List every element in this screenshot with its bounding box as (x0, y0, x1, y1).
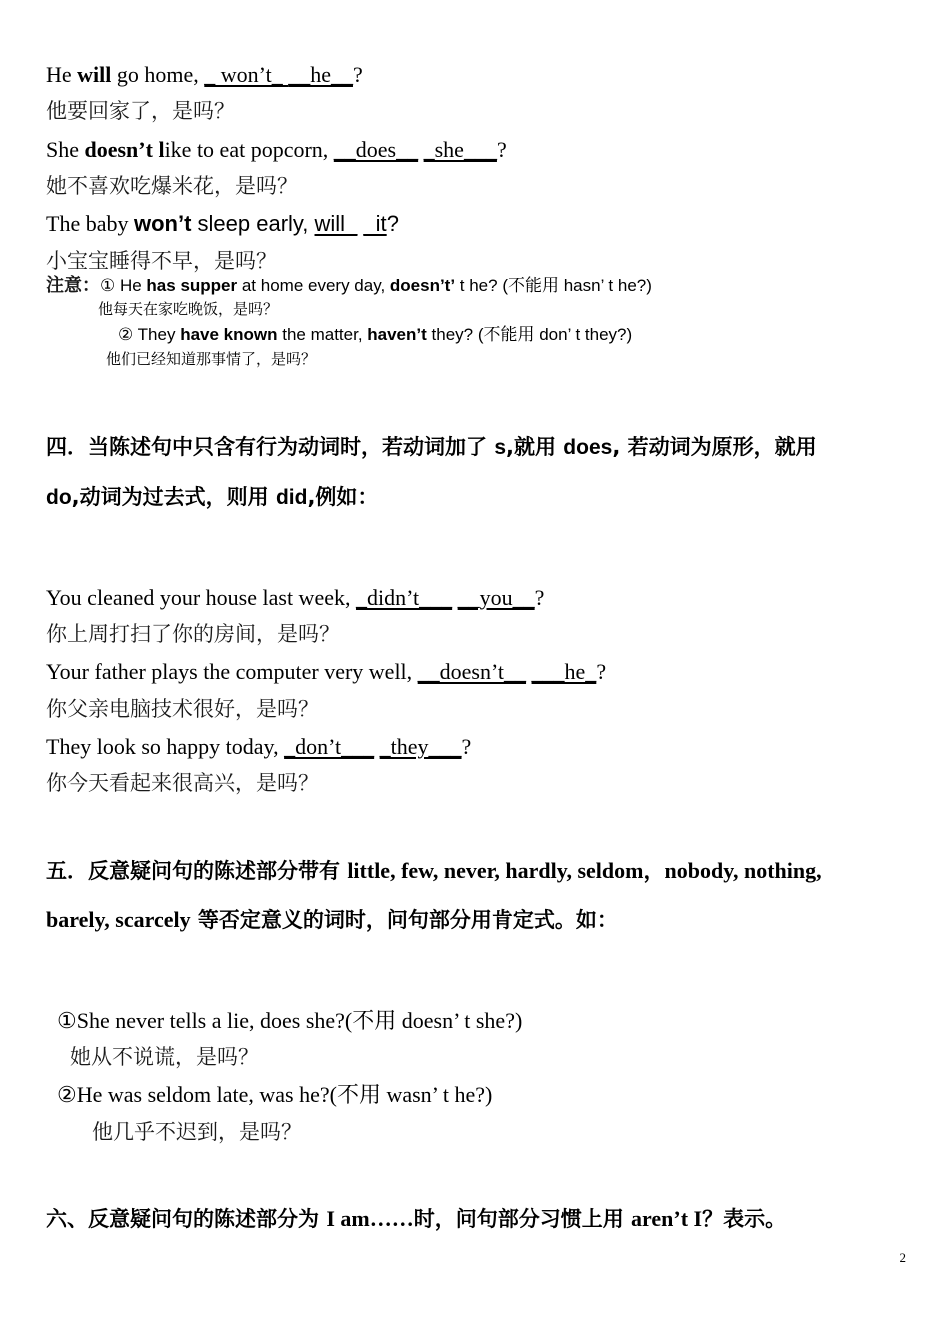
page-number: 2 (899, 1250, 906, 1265)
text: ② They (118, 325, 181, 344)
text: nobody, nothing, (664, 858, 822, 883)
answer-blank: __he__ (288, 62, 353, 87)
answer-blank: ___he_ (531, 659, 597, 684)
section-5-heading (46, 860, 822, 882)
answer-blank: _it (363, 211, 387, 236)
section-4-heading-cont (46, 487, 378, 508)
text: ? (534, 585, 545, 610)
example-translation-4: 你上周打扫了你的房间，是吗？ (46, 622, 340, 646)
text: 四．当陈述句中只含有行为动词时，若动词加了 (46, 435, 495, 459)
answer-blank: _she___ (423, 137, 497, 162)
example-translation-6: 你今天看起来很高兴，是吗？ (46, 771, 319, 795)
example-sentence-6 (46, 736, 471, 758)
note-translation-2: 他们已经知道那事情了，是吗？ (106, 350, 317, 368)
text: ? (596, 659, 607, 684)
answer-blank: __does__ (333, 137, 419, 162)
answer-blank: _they___ (379, 734, 462, 759)
text: ike to eat popcorn, (164, 137, 334, 162)
section-6-heading (46, 1208, 786, 1230)
text: I am…… (326, 1206, 414, 1231)
example-sentence-3 (46, 213, 399, 235)
example-translation-5: 你父亲电脑技术很好，是吗？ (46, 697, 319, 721)
example-sentence-7: ①She never tells a lie, does she?(不用 doesn’ t she?) (57, 1008, 523, 1033)
text: 时，问句部分习惯上用 (413, 1207, 632, 1231)
example-sentence-1 (46, 64, 363, 86)
text: go home, (111, 62, 205, 87)
text: They look so happy today, (46, 734, 285, 759)
text: ? (386, 211, 399, 236)
text: at home every day, (237, 276, 390, 295)
answer-blank: _didn’t___ (355, 585, 453, 610)
text: ,例如： (307, 485, 379, 509)
text: they? (不能用 don’ t they?) (426, 325, 633, 344)
example-translation-2: 她不喜欢吃爆米花，是吗？ (46, 174, 298, 198)
text: He (46, 62, 78, 87)
text: The baby (46, 211, 134, 236)
emphasis: doesn’t l (84, 137, 165, 162)
text: You cleaned your house last week, (46, 585, 356, 610)
example-translation-1: 他要回家了，是吗？ (46, 99, 235, 123)
example-translation-8: 他几乎不迟到，是吗？ (92, 1120, 302, 1144)
text: ,动词为过去式，则用 (71, 485, 276, 509)
text: sleep early, (191, 211, 315, 236)
text: barely, scarcely (46, 907, 191, 932)
emphasis: have known (180, 325, 278, 344)
section-4-heading (46, 437, 817, 458)
text: ? (461, 734, 472, 759)
text: ？表示。 (702, 1207, 787, 1231)
note-translation-1: 他每天在家吃晚饭，是吗？ (98, 300, 279, 318)
answer-blank: __doesn’t__ (417, 659, 527, 684)
emphasis: haven’t (367, 325, 427, 344)
text: s (494, 436, 506, 459)
answer-blank: _ won’t_ (204, 62, 289, 87)
text: did (275, 486, 308, 509)
text: does (563, 436, 613, 459)
text: , 若动词为原形，就用 (612, 435, 817, 459)
text: She (46, 137, 85, 162)
text: ① He (100, 276, 147, 295)
answer-blank: _don’t___ (284, 734, 375, 759)
note-line-1 (46, 277, 652, 295)
text: Your father plays the computer very well, (46, 659, 418, 684)
text: little, few, never, hardly, seldom (347, 858, 644, 883)
text: 五．反意疑问句的陈述部分带有 (46, 859, 348, 883)
example-sentence-8: ②He was seldom late, was he?(不用 wasn’ t he?) (57, 1082, 493, 1107)
answer-blank: __you__ (457, 585, 535, 610)
note-label: 注意： (46, 275, 100, 296)
text: ,就用 (506, 435, 564, 459)
text: do (46, 486, 72, 509)
example-sentence-2 (46, 139, 507, 161)
emphasis: doesn’t’ (389, 276, 456, 295)
text: 等否定意义的词时，问句部分用肯定式。如： (190, 908, 618, 932)
text: ? (496, 137, 507, 162)
example-sentence-4 (46, 587, 544, 609)
text: 六、反意疑问句的陈述部分为 (46, 1207, 327, 1231)
text: t he? (不能用 hasn’ t he?) (455, 276, 652, 295)
emphasis: won’t (133, 211, 192, 236)
example-translation-3: 小宝宝睡得不早，是吗？ (46, 249, 277, 273)
note-line-2 (118, 326, 632, 344)
example-translation-7: 她从不说谎，是吗？ (70, 1045, 259, 1069)
emphasis: will (77, 62, 112, 87)
text: the matter, (277, 325, 368, 344)
answer-blank: will_ (314, 211, 358, 236)
text: ? (352, 62, 363, 87)
section-5-heading-cont (46, 909, 618, 931)
emphasis: has supper (146, 276, 238, 295)
example-sentence-5 (46, 661, 606, 683)
text: aren’t I (631, 1206, 703, 1231)
text: ， (643, 859, 665, 883)
